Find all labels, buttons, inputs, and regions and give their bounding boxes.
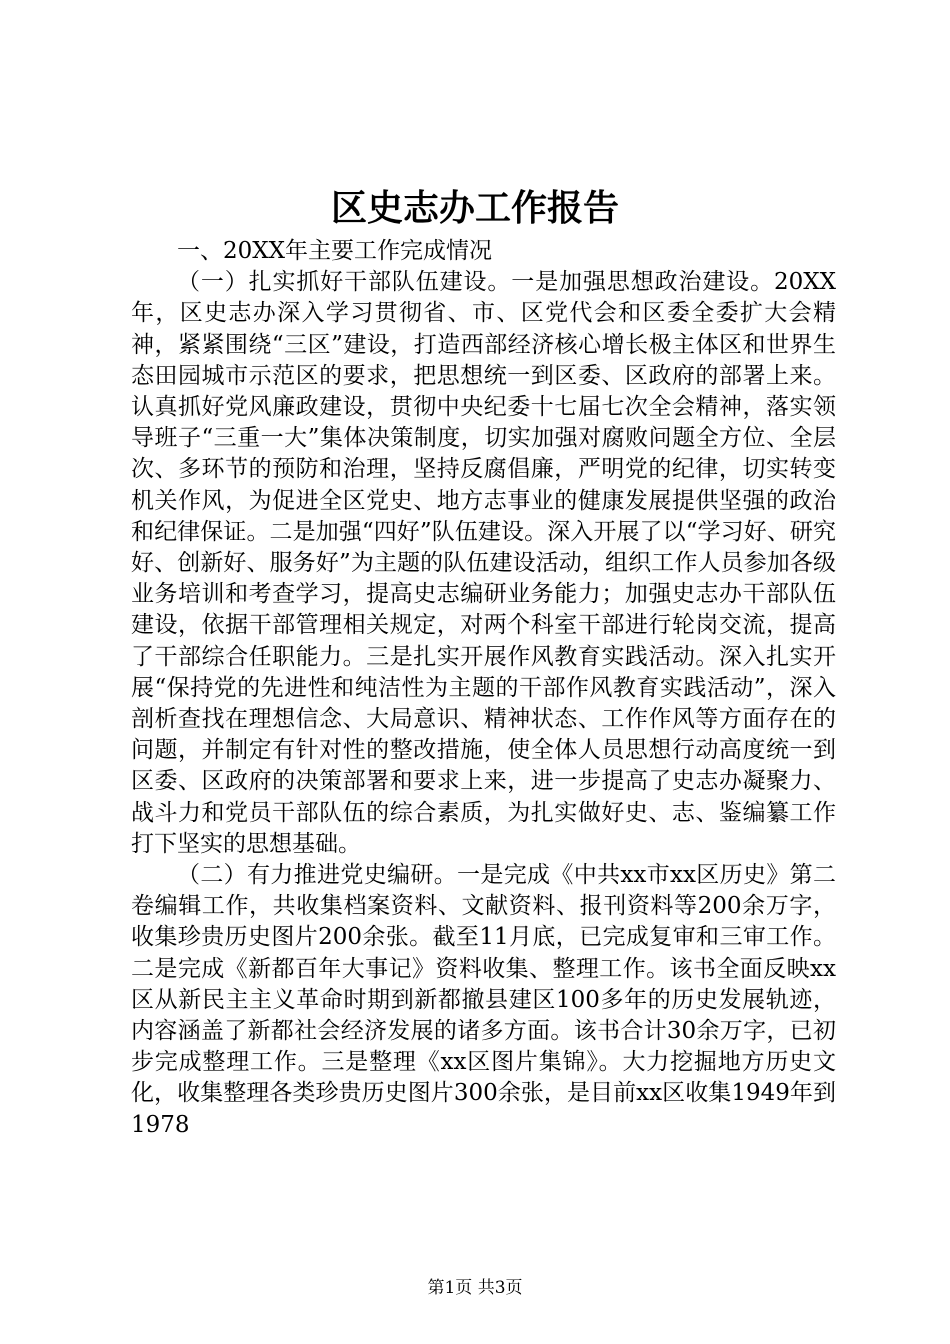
document-title: 区史志办工作报告 <box>330 187 619 229</box>
section-heading: 一、20XX年主要工作完成情况 <box>177 238 493 264</box>
document-body <box>131 236 836 1141</box>
paragraph-cadre-team-building: （一）扎实抓好干部队伍建设。一是加强思想政治建设。20XX年，区史志办深入学习贯彻省、市、区党代会和区委全委扩大会精神，紧紧围绕“三区”建设，打造西部经济核心增长极主体区和世界生态田园城市示范区的要求，把思想统一到区委、区政府的部署上来。认真抓好党风廉政建设，贯彻中央纪委十七届七次全会精神，落实领导班子“三重一大”集体决策制度，切实加强对腐败问题全方位、全层次、多环节的预防和治理，坚持反腐倡廉，严明党的纪律，切实转变机关作风，为促进全区党史、地方志事业的健康发展提供坚强的政治和纪律保证。二是加强“四好”队伍建设。深入开展了以“学习好、研究好、创新好、服务好”为主题的队伍建设活动，组织工作人员参加各级业务培训和考查学习，提高史志编研业务能力；加强史志办干部队伍建设，依据干部管理相关规定，对两个科室干部进行轮岗交流，提高了干部综合任职能力。三是扎实开展作风教育实践活动。深入扎实开展“保持党的先进性和纯洁性为主题的干部作风教育实践活动”，深入剖析查找在理想信念、大局意识、精神状态、工作作风等方面存在的问题，并制定有针对性的整改措施，使全体人员思想行动高度统一到区委、区政府的决策部署和要求上来，进一步提高了史志办凝聚力、战斗力和党员干部队伍的综合素质，为扎实做好史、志、鉴编纂工作打下坚实的思想基础。 <box>131 269 836 857</box>
page-number-footer: 第1页 共3页 <box>427 1278 523 1298</box>
paragraph-party-history-research: （二）有力推进党史编研。一是完成《中共xx市xx区历史》第二卷编辑工作，共收集档案资料、文献资料、报刊资料等200余万字，收集珍贵历史图片200余张。截至11月底，已完成复审和三审工作。二是完成《新都百年大事记》资料收集、整理工作。该书全面反映xx区从新民主主义革命时期到新都撤县建区100多年的历史发展轨迹，内容涵盖了新都社会经济发展的诸多方面。该书合计30余万字，已初步完成整理工作。三是整理《xx区图片集锦》。大力挖掘地方历史文化，收集整理各类珍贵历史图片300余张，是目前xx区收集1949年到1978 <box>131 862 836 1138</box>
